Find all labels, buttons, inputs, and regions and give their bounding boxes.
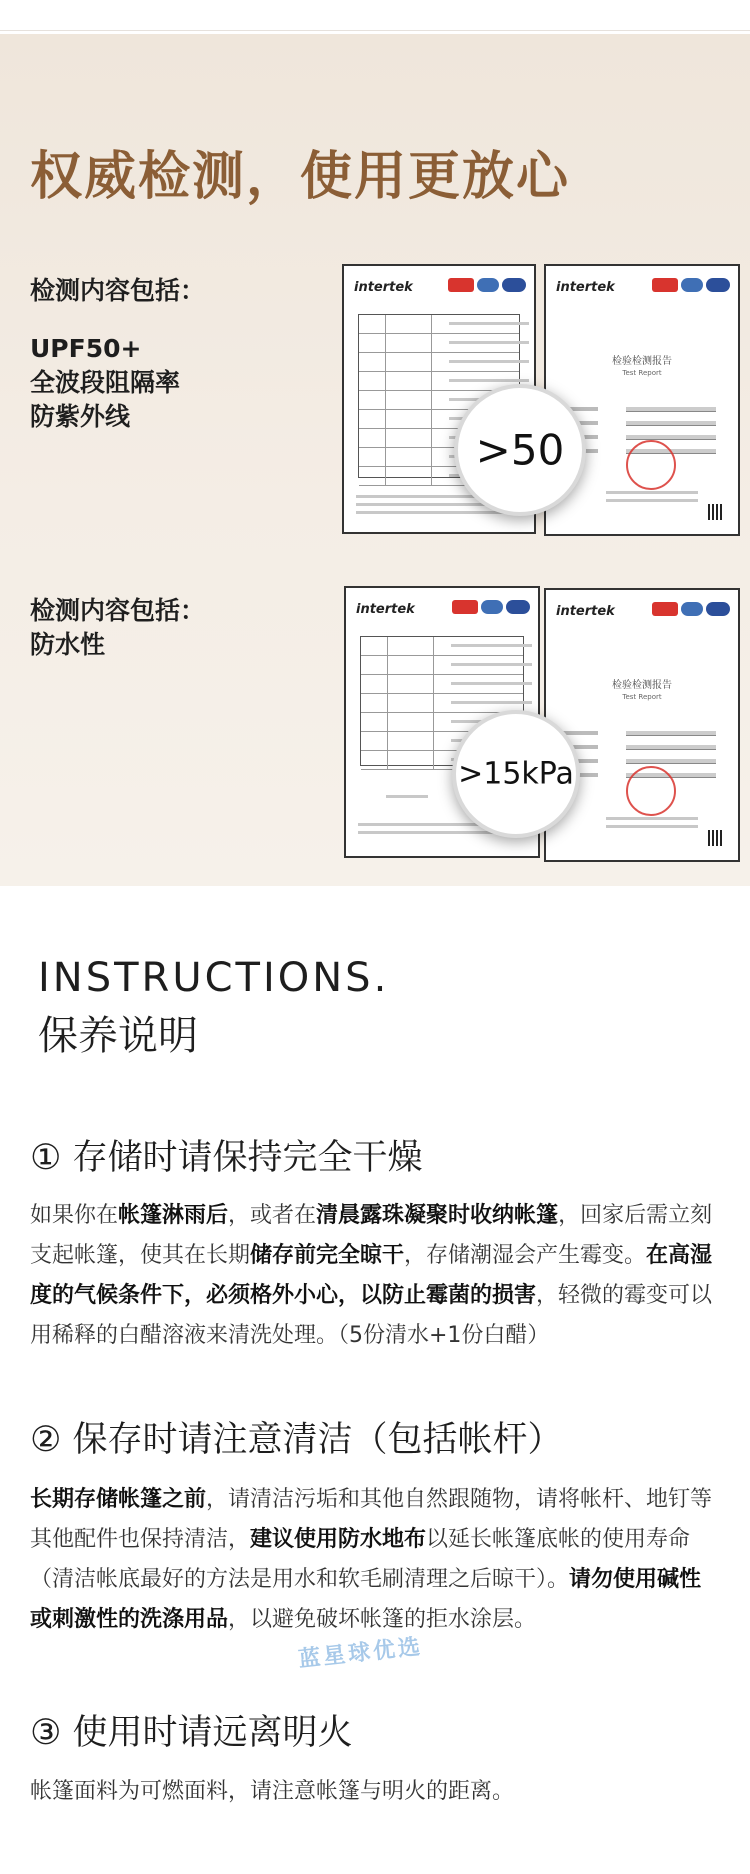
test-item-uv: 防紫外线 — [30, 402, 131, 431]
emphasis-text: 建议使用防水地布 — [250, 1527, 427, 1552]
qr-code-icon — [708, 830, 724, 846]
instructions-title-cn: 保养说明 — [38, 1013, 198, 1059]
emphasis-text: 在高湿度的气候条件下，必须格外小心，以防止霉菌的损害 — [30, 1243, 713, 1308]
instruction-text-3 — [30, 1772, 720, 1812]
emphasis-text: 长期存储帐篷之前 — [30, 1487, 207, 1512]
report-subtitle: Test Report — [622, 693, 662, 701]
red-stamp-icon — [626, 766, 676, 816]
test-block1-label: 检测内容包括： — [30, 276, 206, 305]
cma-seal-icon — [452, 600, 478, 614]
intertek-logo: intertek — [356, 602, 415, 617]
magnifier-water-value — [452, 710, 580, 838]
report-title: 检验检测报告 — [612, 680, 672, 691]
intertek-logo: intertek — [354, 280, 413, 295]
ilac-seal-icon — [477, 278, 499, 292]
emphasis-text: 帐篷淋雨后 — [118, 1203, 229, 1228]
instruction-heading-1: ① 存储时请保持完全干燥 — [30, 1138, 423, 1178]
body-text: ，轻微的霉变可以用稀释的白醋溶液来清洗处理。（5份清水+1份白醋） — [30, 1283, 713, 1348]
test-report-section — [0, 34, 750, 886]
report-title: 检验检测报告 — [612, 356, 672, 367]
emphasis-text: 清晨露珠凝聚时收纳帐篷 — [316, 1203, 559, 1228]
instruction-text-1 — [30, 1196, 720, 1356]
instruction-heading-2: ② 保存时请注意清洁（包括帐杆） — [30, 1420, 563, 1460]
upf-value: >50 — [475, 425, 565, 475]
test-item-waterproof: 防水性 — [30, 630, 106, 659]
certification-seals — [452, 600, 530, 614]
test-block2-label: 检测内容包括： — [30, 596, 206, 625]
store-watermark: 蓝星球优选 — [297, 1634, 425, 1673]
ilac-seal-icon — [481, 600, 503, 614]
emphasis-text: 储存前完全晾干 — [250, 1243, 405, 1268]
test-section-title: 权威检测，使用更放心 — [30, 147, 571, 207]
cma-seal-icon — [652, 278, 678, 292]
ilac-seal-icon — [681, 602, 703, 616]
report-document-water-cover — [544, 588, 740, 862]
body-text: ，回家后需立刻支起帐篷，使其在长期 — [30, 1203, 713, 1268]
emphasis-text: 请勿使用碱性或刺激性的洗涤用品 — [30, 1567, 702, 1632]
qr-code-icon — [708, 504, 724, 520]
cnas-seal-icon — [706, 278, 730, 292]
body-text: ，请清洁污垢和其他自然跟随物，请将帐杆、地钉等其他配件也保持清洁， — [30, 1487, 713, 1552]
cnas-seal-icon — [502, 278, 526, 292]
report-document-uv-cover — [544, 264, 740, 536]
body-text: 如果你在 — [30, 1203, 119, 1228]
cma-seal-icon — [652, 602, 678, 616]
certification-seals — [652, 602, 730, 616]
certification-seals — [652, 278, 730, 292]
instruction-text-2 — [30, 1480, 720, 1640]
instruction-heading-3: ③ 使用时请远离明火 — [30, 1713, 353, 1753]
body-text: ，存储潮湿会产生霉变。 — [404, 1243, 647, 1268]
red-stamp-icon — [626, 440, 676, 490]
top-divider — [0, 0, 750, 31]
instructions-title-en: INSTRUCTIONS. — [38, 955, 390, 1001]
intertek-logo: intertek — [556, 604, 615, 619]
water-pressure-value: >15kPa — [458, 756, 574, 792]
test-item-upf: UPF50+ — [30, 334, 142, 363]
test-item-full-band: 全波段阻隔率 — [30, 368, 181, 397]
intertek-logo: intertek — [556, 280, 615, 295]
cnas-seal-icon — [506, 600, 530, 614]
cma-seal-icon — [448, 278, 474, 292]
cnas-seal-icon — [706, 602, 730, 616]
body-text: 帐篷面料为可燃面料，请注意帐篷与明火的距离。 — [30, 1779, 515, 1804]
body-text: 以延长帐篷底帐的使用寿命（清洁帐底最好的方法是用水和软毛刷清理之后晾干）。 — [30, 1527, 691, 1592]
ilac-seal-icon — [681, 278, 703, 292]
certification-seals — [448, 278, 526, 292]
magnifier-upf-value — [454, 384, 586, 516]
body-text: ，以避免破坏帐篷的拒水涂层。 — [228, 1607, 537, 1632]
body-text: ，或者在 — [228, 1203, 317, 1228]
report-subtitle: Test Report — [622, 369, 662, 377]
